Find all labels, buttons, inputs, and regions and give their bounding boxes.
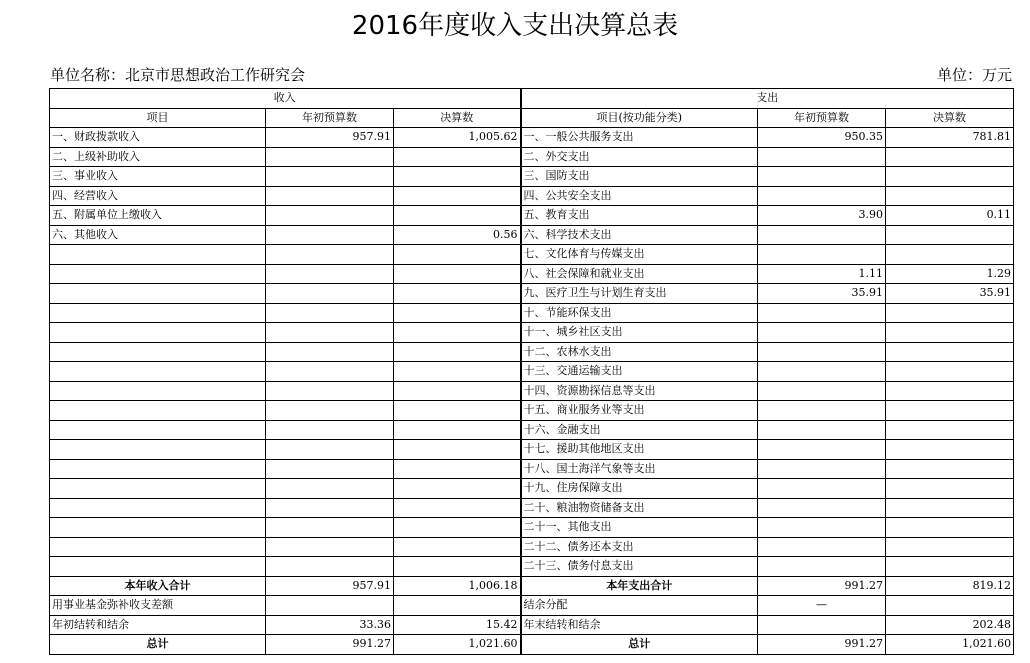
expense-budget-cell (758, 420, 886, 440)
totals-body (50, 576, 1014, 654)
expense-final-cell (886, 557, 1014, 577)
grand-total-expense-final: 1,021.60 (886, 635, 1014, 655)
expense-budget-cell: 3.90 (758, 206, 886, 226)
table-row (50, 147, 1014, 167)
extra-income-budget: 33.36 (266, 615, 394, 635)
expense-budget-cell (758, 225, 886, 245)
expense-item-cell: 五、教育支出 (521, 206, 758, 226)
income-budget-cell (266, 498, 394, 518)
extra-expense-final: 202.48 (886, 615, 1014, 635)
extra-row (50, 596, 1014, 616)
expense-item-cell: 十八、国土海洋气象等支出 (521, 459, 758, 479)
income-budget-cell (266, 440, 394, 460)
expense-budget-cell (758, 186, 886, 206)
table-row (50, 362, 1014, 382)
expense-final-cell (886, 381, 1014, 401)
expense-budget-cell (758, 323, 886, 343)
expense-final-cell (886, 420, 1014, 440)
expense-final-cell (886, 323, 1014, 343)
income-item-cell (50, 401, 266, 421)
expense-budget-cell (758, 440, 886, 460)
income-item-cell (50, 420, 266, 440)
table-row (50, 167, 1014, 187)
expense-final-cell (886, 440, 1014, 460)
expense-item-cell: 二十、粮油物资储备支出 (521, 498, 758, 518)
expense-budget-cell: 35.91 (758, 284, 886, 304)
expense-total-budget: 991.27 (758, 576, 886, 596)
income-item-cell (50, 498, 266, 518)
table-row (50, 401, 1014, 421)
grand-total-income-final: 1,021.60 (394, 635, 521, 655)
table-row (50, 264, 1014, 284)
income-budget-cell (266, 303, 394, 323)
income-budget-cell (266, 147, 394, 167)
income-item-cell (50, 284, 266, 304)
income-budget-cell (266, 167, 394, 187)
table-row (50, 479, 1014, 499)
income-total-final: 1,006.18 (394, 576, 521, 596)
income-final-cell (394, 420, 521, 440)
expense-budget-cell (758, 362, 886, 382)
income-final-cell (394, 537, 521, 557)
income-budget-cell (266, 479, 394, 499)
income-final-cell: 1,005.62 (394, 128, 521, 148)
income-total-label: 本年收入合计 (50, 576, 266, 596)
table-row (50, 186, 1014, 206)
col-header-income-budget: 年初预算数 (266, 108, 394, 128)
summary-table (49, 88, 1014, 655)
income-budget-cell (266, 362, 394, 382)
income-item-cell (50, 303, 266, 323)
income-total-budget: 957.91 (266, 576, 394, 596)
income-item-cell (50, 459, 266, 479)
expense-item-cell: 十四、资源勘探信息等支出 (521, 381, 758, 401)
income-group-header: 收入 (50, 89, 521, 109)
income-item-cell: 四、经营收入 (50, 186, 266, 206)
expense-item-cell: 九、医疗卫生与计划生育支出 (521, 284, 758, 304)
expense-item-cell: 二、外交支出 (521, 147, 758, 167)
income-item-cell: 三、事业收入 (50, 167, 266, 187)
table-row (50, 225, 1014, 245)
income-final-cell (394, 459, 521, 479)
income-budget-cell (266, 206, 394, 226)
income-final-cell (394, 479, 521, 499)
col-header-income-item: 项目 (50, 108, 266, 128)
income-item-cell (50, 245, 266, 265)
income-budget-cell (266, 284, 394, 304)
extra-expense-budget (758, 615, 886, 635)
table-row (50, 245, 1014, 265)
expense-final-cell (886, 537, 1014, 557)
table-row (50, 206, 1014, 226)
expense-final-cell (886, 186, 1014, 206)
expense-item-cell: 十五、商业服务业等支出 (521, 401, 758, 421)
income-final-cell (394, 264, 521, 284)
income-item-cell (50, 323, 266, 343)
extra-income-final: 15.42 (394, 615, 521, 635)
table-row (50, 518, 1014, 538)
table-row (50, 537, 1014, 557)
expense-item-cell: 十一、城乡社区支出 (521, 323, 758, 343)
table-row (50, 381, 1014, 401)
group-header-row (50, 89, 1014, 109)
income-final-cell (394, 245, 521, 265)
income-item-cell (50, 264, 266, 284)
expense-total-label: 本年支出合计 (521, 576, 758, 596)
table-row (50, 342, 1014, 362)
income-budget-cell (266, 537, 394, 557)
expense-item-cell: 十七、援助其他地区支出 (521, 440, 758, 460)
expense-final-cell (886, 225, 1014, 245)
income-budget-cell (266, 323, 394, 343)
expense-item-cell: 二十一、其他支出 (521, 518, 758, 538)
expense-budget-cell (758, 518, 886, 538)
income-final-cell (394, 284, 521, 304)
expense-final-cell (886, 147, 1014, 167)
income-item-cell (50, 479, 266, 499)
extra-expense-label: 年末结转和结余 (521, 615, 758, 635)
table-row (50, 128, 1014, 148)
table-row (50, 323, 1014, 343)
expense-final-cell (886, 401, 1014, 421)
income-final-cell (394, 323, 521, 343)
expense-item-cell: 十六、金融支出 (521, 420, 758, 440)
expense-budget-cell (758, 303, 886, 323)
grand-total-expense-label: 总计 (521, 635, 758, 655)
expense-final-cell: 0.11 (886, 206, 1014, 226)
expense-item-cell: 三、国防支出 (521, 167, 758, 187)
table-row (50, 459, 1014, 479)
income-final-cell (394, 342, 521, 362)
expense-final-cell: 781.81 (886, 128, 1014, 148)
table-row (50, 557, 1014, 577)
expense-budget-cell (758, 498, 886, 518)
income-item-cell: 五、附属单位上缴收入 (50, 206, 266, 226)
income-budget-cell (266, 342, 394, 362)
expense-final-cell (886, 362, 1014, 382)
expense-final-cell (886, 498, 1014, 518)
grand-total-expense-budget: 991.27 (758, 635, 886, 655)
income-budget-cell (266, 225, 394, 245)
expense-budget-cell (758, 401, 886, 421)
unit-name: 单位名称：北京市思想政治工作研究会 (50, 66, 306, 84)
income-item-cell: 一、财政拨款收入 (50, 128, 266, 148)
table-body (50, 89, 1014, 577)
expense-final-cell (886, 342, 1014, 362)
col-header-expense-item: 项目(按功能分类) (521, 108, 758, 128)
expense-final-cell (886, 459, 1014, 479)
extra-income-budget (266, 596, 394, 616)
extra-income-label: 年初结转和结余 (50, 615, 266, 635)
expense-item-cell: 十九、住房保障支出 (521, 479, 758, 499)
income-item-cell (50, 518, 266, 538)
income-budget-cell (266, 420, 394, 440)
grand-total-income-label: 总计 (50, 635, 266, 655)
expense-item-cell: 一、一般公共服务支出 (521, 128, 758, 148)
expense-budget-cell (758, 381, 886, 401)
income-item-cell (50, 342, 266, 362)
expense-final-cell (886, 518, 1014, 538)
income-item-cell (50, 557, 266, 577)
income-final-cell (394, 381, 521, 401)
expense-final-cell (886, 479, 1014, 499)
extra-income-label: 用事业基金弥补收支差额 (50, 596, 266, 616)
income-final-cell (394, 186, 521, 206)
expense-item-cell: 十二、农林水支出 (521, 342, 758, 362)
income-final-cell (394, 518, 521, 538)
table-row (50, 420, 1014, 440)
expense-budget-cell (758, 147, 886, 167)
income-budget-cell (266, 557, 394, 577)
table-row (50, 498, 1014, 518)
expense-final-cell (886, 167, 1014, 187)
income-item-cell (50, 362, 266, 382)
expense-budget-cell (758, 479, 886, 499)
income-final-cell (394, 401, 521, 421)
income-final-cell (394, 557, 521, 577)
income-budget-cell (266, 264, 394, 284)
income-final-cell: 0.56 (394, 225, 521, 245)
column-header-row (50, 108, 1014, 128)
expense-budget-cell (758, 459, 886, 479)
income-item-cell: 二、上级补助收入 (50, 147, 266, 167)
expense-item-cell: 二十二、债务还本支出 (521, 537, 758, 557)
expense-item-cell: 十三、交通运输支出 (521, 362, 758, 382)
expense-final-cell: 35.91 (886, 284, 1014, 304)
table-row (50, 303, 1014, 323)
income-final-cell (394, 498, 521, 518)
expense-item-cell: 二十三、债务付息支出 (521, 557, 758, 577)
col-header-expense-final: 决算数 (886, 108, 1014, 128)
income-final-cell (394, 147, 521, 167)
income-budget-cell (266, 245, 394, 265)
extra-income-final (394, 596, 521, 616)
expense-budget-cell (758, 537, 886, 557)
income-budget-cell (266, 381, 394, 401)
expense-budget-cell (758, 245, 886, 265)
expense-final-cell (886, 303, 1014, 323)
grand-total-row (50, 635, 1014, 655)
income-final-cell (394, 167, 521, 187)
income-budget-cell (266, 186, 394, 206)
expense-final-cell (886, 245, 1014, 265)
table-row (50, 284, 1014, 304)
expense-budget-cell: 1.11 (758, 264, 886, 284)
income-final-cell (394, 362, 521, 382)
income-budget-cell: 957.91 (266, 128, 394, 148)
expense-final-cell: 1.29 (886, 264, 1014, 284)
expense-budget-cell: 950.35 (758, 128, 886, 148)
extra-row (50, 615, 1014, 635)
expense-total-final: 819.12 (886, 576, 1014, 596)
expense-budget-cell (758, 167, 886, 187)
income-item-cell (50, 381, 266, 401)
income-final-cell (394, 440, 521, 460)
expense-budget-cell (758, 557, 886, 577)
extra-expense-final (886, 596, 1014, 616)
income-budget-cell (266, 459, 394, 479)
expense-group-header: 支出 (521, 89, 1014, 109)
expense-item-cell: 七、文化体育与传媒支出 (521, 245, 758, 265)
unit-label: 单位：万元 (936, 66, 1012, 84)
expense-item-cell: 十、节能环保支出 (521, 303, 758, 323)
income-item-cell (50, 537, 266, 557)
income-final-cell (394, 206, 521, 226)
income-item-cell: 六、其他收入 (50, 225, 266, 245)
income-item-cell (50, 440, 266, 460)
extra-expense-budget: — (758, 596, 886, 616)
grand-total-income-budget: 991.27 (266, 635, 394, 655)
table-row (50, 440, 1014, 460)
page-title: 2016年度收入支出决算总表 (351, 11, 679, 41)
income-budget-cell (266, 518, 394, 538)
col-header-income-final: 决算数 (394, 108, 521, 128)
expense-item-cell: 六、科学技术支出 (521, 225, 758, 245)
extra-expense-label: 结余分配 (521, 596, 758, 616)
income-final-cell (394, 303, 521, 323)
total-row (50, 576, 1014, 596)
col-header-expense-budget: 年初预算数 (758, 108, 886, 128)
income-budget-cell (266, 401, 394, 421)
expense-item-cell: 四、公共安全支出 (521, 186, 758, 206)
expense-budget-cell (758, 342, 886, 362)
expense-item-cell: 八、社会保障和就业支出 (521, 264, 758, 284)
